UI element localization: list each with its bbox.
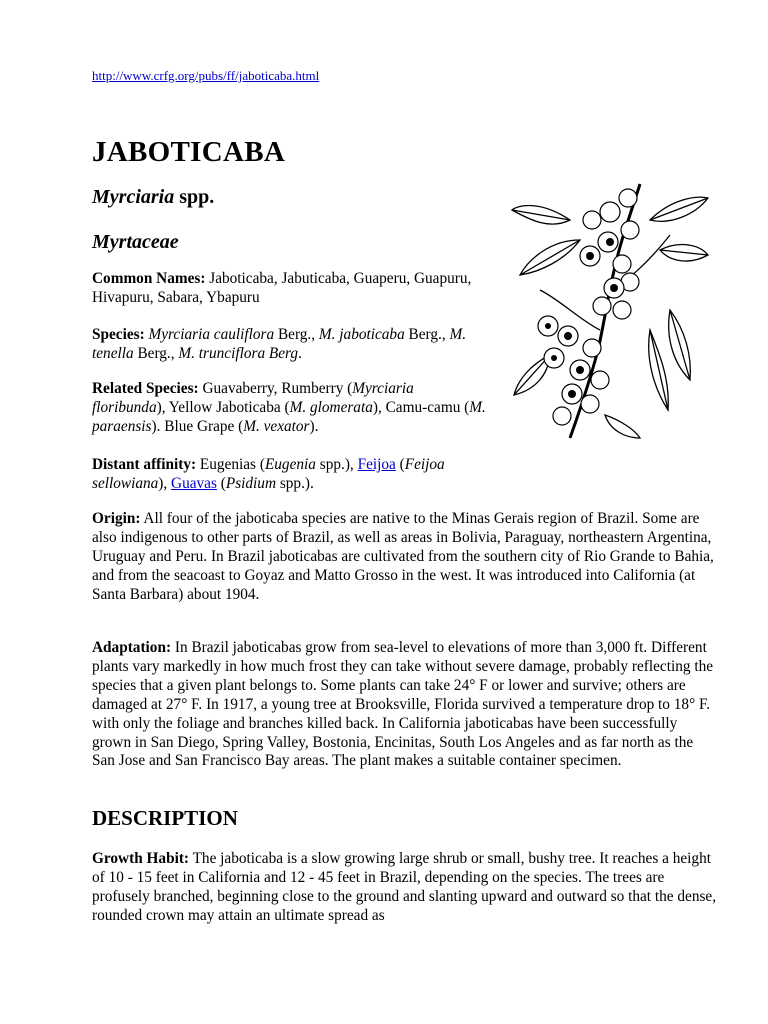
- growth-habit-text: The jaboticaba is a slow growing large shrub or small, bushy tree. It reaches a height of 10 - 15 feet in California and 12 - 45 feet in Brazil, depending on the species. The trees are profusely branched, beginning close to the ground and slanting upward and outward so that the dense, rounded crown may attain an ultimate spread as: [92, 850, 717, 924]
- species-author-2: Berg.,: [404, 326, 450, 343]
- species-name-3: M. tenella: [92, 326, 467, 362]
- related-italic-3: M. paraensis: [92, 398, 486, 435]
- growth-habit-paragraph: [92, 850, 717, 926]
- origin-label: Origin:: [92, 510, 141, 527]
- adaptation-label: Adaptation:: [92, 639, 172, 656]
- related-text-3: ), Camu-camu (: [372, 398, 470, 416]
- related-text-4: ). Blue Grape (: [151, 417, 244, 435]
- scientific-name: [92, 186, 214, 209]
- distant-text-3: (: [395, 456, 405, 473]
- adaptation-paragraph: [92, 639, 717, 771]
- origin-text: All four of the jaboticaba species are native to the Minas Gerais region of Brazil. Some are also indigenous to other parts of Brazil, as well as areas in Bolivia, Paraguay, northeastern Argentina, Uruguay and Peru. In Brazil jaboticabas are cultivated from the southern city of Rio Grande to Bahia, and from the seacoast to Goyaz and Matto Grosso in the west. It was introduced into California (at Santa Barbara) about 1904.: [92, 510, 714, 603]
- distant-italic-1: Eugenia: [264, 456, 316, 473]
- related-text-2: ), Yellow Jaboticaba (: [156, 398, 290, 416]
- common-names-text: Jaboticaba, Jabuticaba, Guaperu, Guapuru, Hivapuru, Sabara, Ybapuru: [92, 270, 472, 306]
- family-name: Myrtaceae: [92, 231, 179, 253]
- distant-italic-3: Psidium: [225, 474, 276, 492]
- species-author-3: Berg.,: [133, 344, 179, 362]
- distant-italic-2: Feijoa sellowiana: [92, 456, 445, 492]
- related-italic-1: Myrciaria floribunda: [92, 380, 414, 416]
- related-text-5: ).: [309, 417, 319, 435]
- related-italic-4: M. vexator: [243, 417, 310, 435]
- related-italic-2: M. glomerata: [289, 398, 373, 416]
- related-text-1: Guavaberry, Rumberry (: [198, 380, 353, 397]
- common-names-label: Common Names:: [92, 270, 206, 287]
- related-species-paragraph: [92, 380, 487, 437]
- species-period: .: [298, 344, 302, 362]
- page-title: JABOTICABA: [92, 136, 286, 168]
- distant-text-1: Eugenias (: [196, 456, 265, 473]
- species-name-4: M. trunciflora Berg: [178, 344, 299, 362]
- jaboticaba-illustration: [510, 180, 710, 440]
- distant-text-6: spp.).: [276, 474, 314, 492]
- source-url-link[interactable]: http://www.crfg.org/pubs/ff/jaboticaba.html: [92, 68, 320, 83]
- distant-text-2: spp.),: [315, 456, 358, 473]
- species-name-2: M. jaboticaba: [318, 326, 405, 343]
- common-names-paragraph: [92, 270, 487, 308]
- species-name-1: Myrciaria cauliflora: [148, 326, 275, 343]
- distant-text-4: ),: [158, 474, 172, 492]
- species-paragraph: [92, 326, 487, 364]
- adaptation-text: In Brazil jaboticabas grow from sea-level to elevations of more than 3,000 ft. Different plants vary markedly in how much frost they can take without severe damage, probably reflecting the species that a given plant belongs to. Some plants can take 24° F or lower and survive; others are damaged at 27° F. In 1917, a young tree at Brooksville, Florida survived a temperature drop to 18° F. with only the foliage and branches killed back. In California jaboticabas have been successfully grown in San Diego, Spring Valley, Bostonia, Encinitas, South Los Angeles and as far north as the San Jose and San Francisco Bay areas. The plant makes a suitable container specimen.: [92, 639, 714, 770]
- species-suffix: spp.: [174, 186, 215, 208]
- species-author-1: Berg.,: [274, 326, 319, 343]
- distant-affinity-paragraph: [92, 456, 487, 494]
- origin-paragraph: [92, 510, 717, 605]
- distant-affinity-label: Distant affinity:: [92, 456, 197, 473]
- description-heading: DESCRIPTION: [92, 806, 238, 830]
- genus-name: Myrciaria: [92, 186, 175, 208]
- source-url: [92, 68, 319, 84]
- related-species-label: Related Species:: [92, 380, 199, 397]
- distant-text-5: (: [216, 474, 226, 492]
- guavas-link[interactable]: Guavas: [171, 474, 217, 492]
- growth-habit-label: Growth Habit:: [92, 850, 190, 867]
- feijoa-link[interactable]: Feijoa: [357, 456, 396, 473]
- species-label: Species:: [92, 326, 145, 343]
